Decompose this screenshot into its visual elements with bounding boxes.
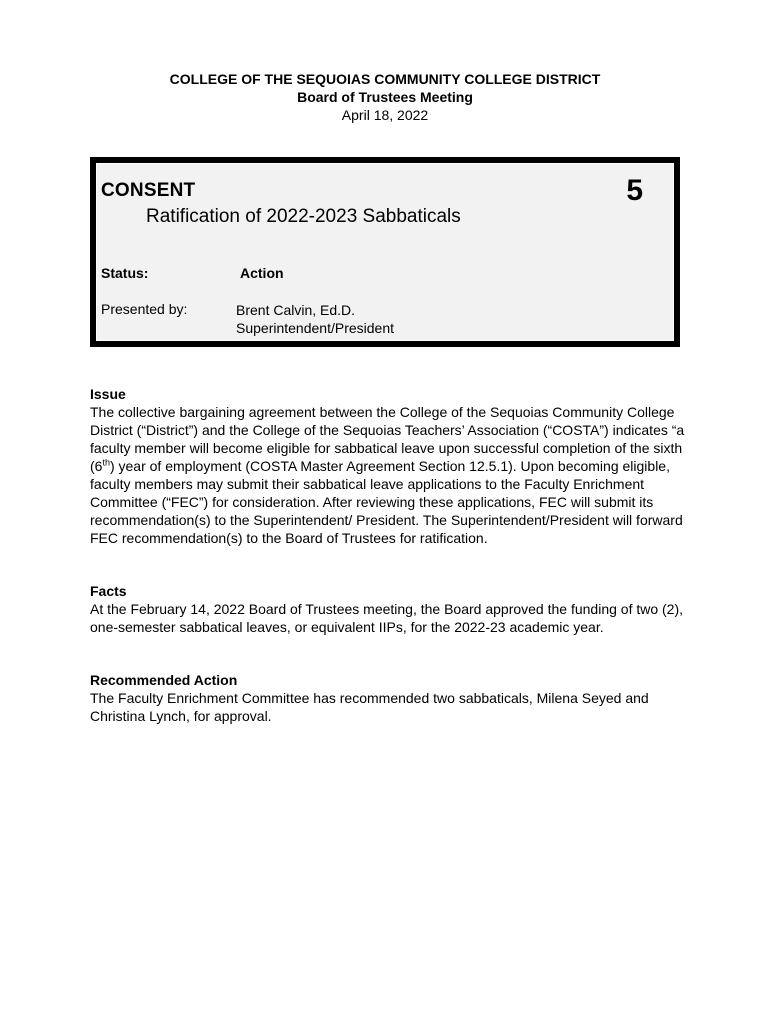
recommended-action-text: The Faculty Enrichment Committee has recommended two sabbaticals, Milena Seyed and Christina Lynch, for approval. [90,690,649,724]
issue-text-part2: ) year of employment (COSTA Master Agreement Section 12.5.1). Upon becoming eligible, faculty members may submit their sabbatical leave applications to the Faculty Enrichment Committee (“FEC”) for consideration. After reviewing these applications, FEC will submit its recommendation(s) to the Superintendent/ President. The Superintendent/President will forward FEC recommendation(s) to the Board of Trustees for ratification. [90,458,683,546]
item-title: Ratification of 2022-2023 Sabbaticals [146,206,461,227]
issue-text [90,403,690,547]
document-header [0,70,770,124]
presenter-title: Superintendent/President [236,320,394,336]
facts-section [90,582,690,636]
status-value: Action [240,265,284,281]
presenter [236,301,394,337]
presenter-name: Brent Calvin, Ed.D. [236,302,356,318]
issue-heading: Issue [90,386,126,402]
status-label: Status: [101,265,149,281]
issue-text-part1: The collective bargaining agreement between the College of the Sequoias Community College District (“District”) and the College of the Sequoias Teachers’ Association (“COSTA”) indicates “a faculty member will become eligible for sabbatical leave upon successful completion of the sixth (6 [90,404,685,474]
item-category: CONSENT [101,180,196,201]
agenda-item-box [90,157,680,347]
facts-text: At the February 14, 2022 Board of Trustees meeting, the Board approved the funding of two (2), one-semester sabbatical leaves, or equivalent IIPs, for the 2022-23 academic year. [90,601,684,635]
issue-section [90,385,690,547]
recommended-action-section [90,671,690,725]
facts-heading: Facts [90,583,127,599]
item-number: 5 [626,174,643,207]
issue-superscript: th [102,457,110,468]
presented-by-label: Presented by: [101,301,188,317]
meeting-name: Board of Trustees Meeting [297,89,473,105]
agenda-item-panel [96,163,674,341]
district-name: COLLEGE OF THE SEQUOIAS COMMUNITY COLLEGE DISTRICT [169,71,601,87]
meeting-date: April 18, 2022 [341,107,429,123]
recommended-action-heading: Recommended Action [90,672,238,688]
